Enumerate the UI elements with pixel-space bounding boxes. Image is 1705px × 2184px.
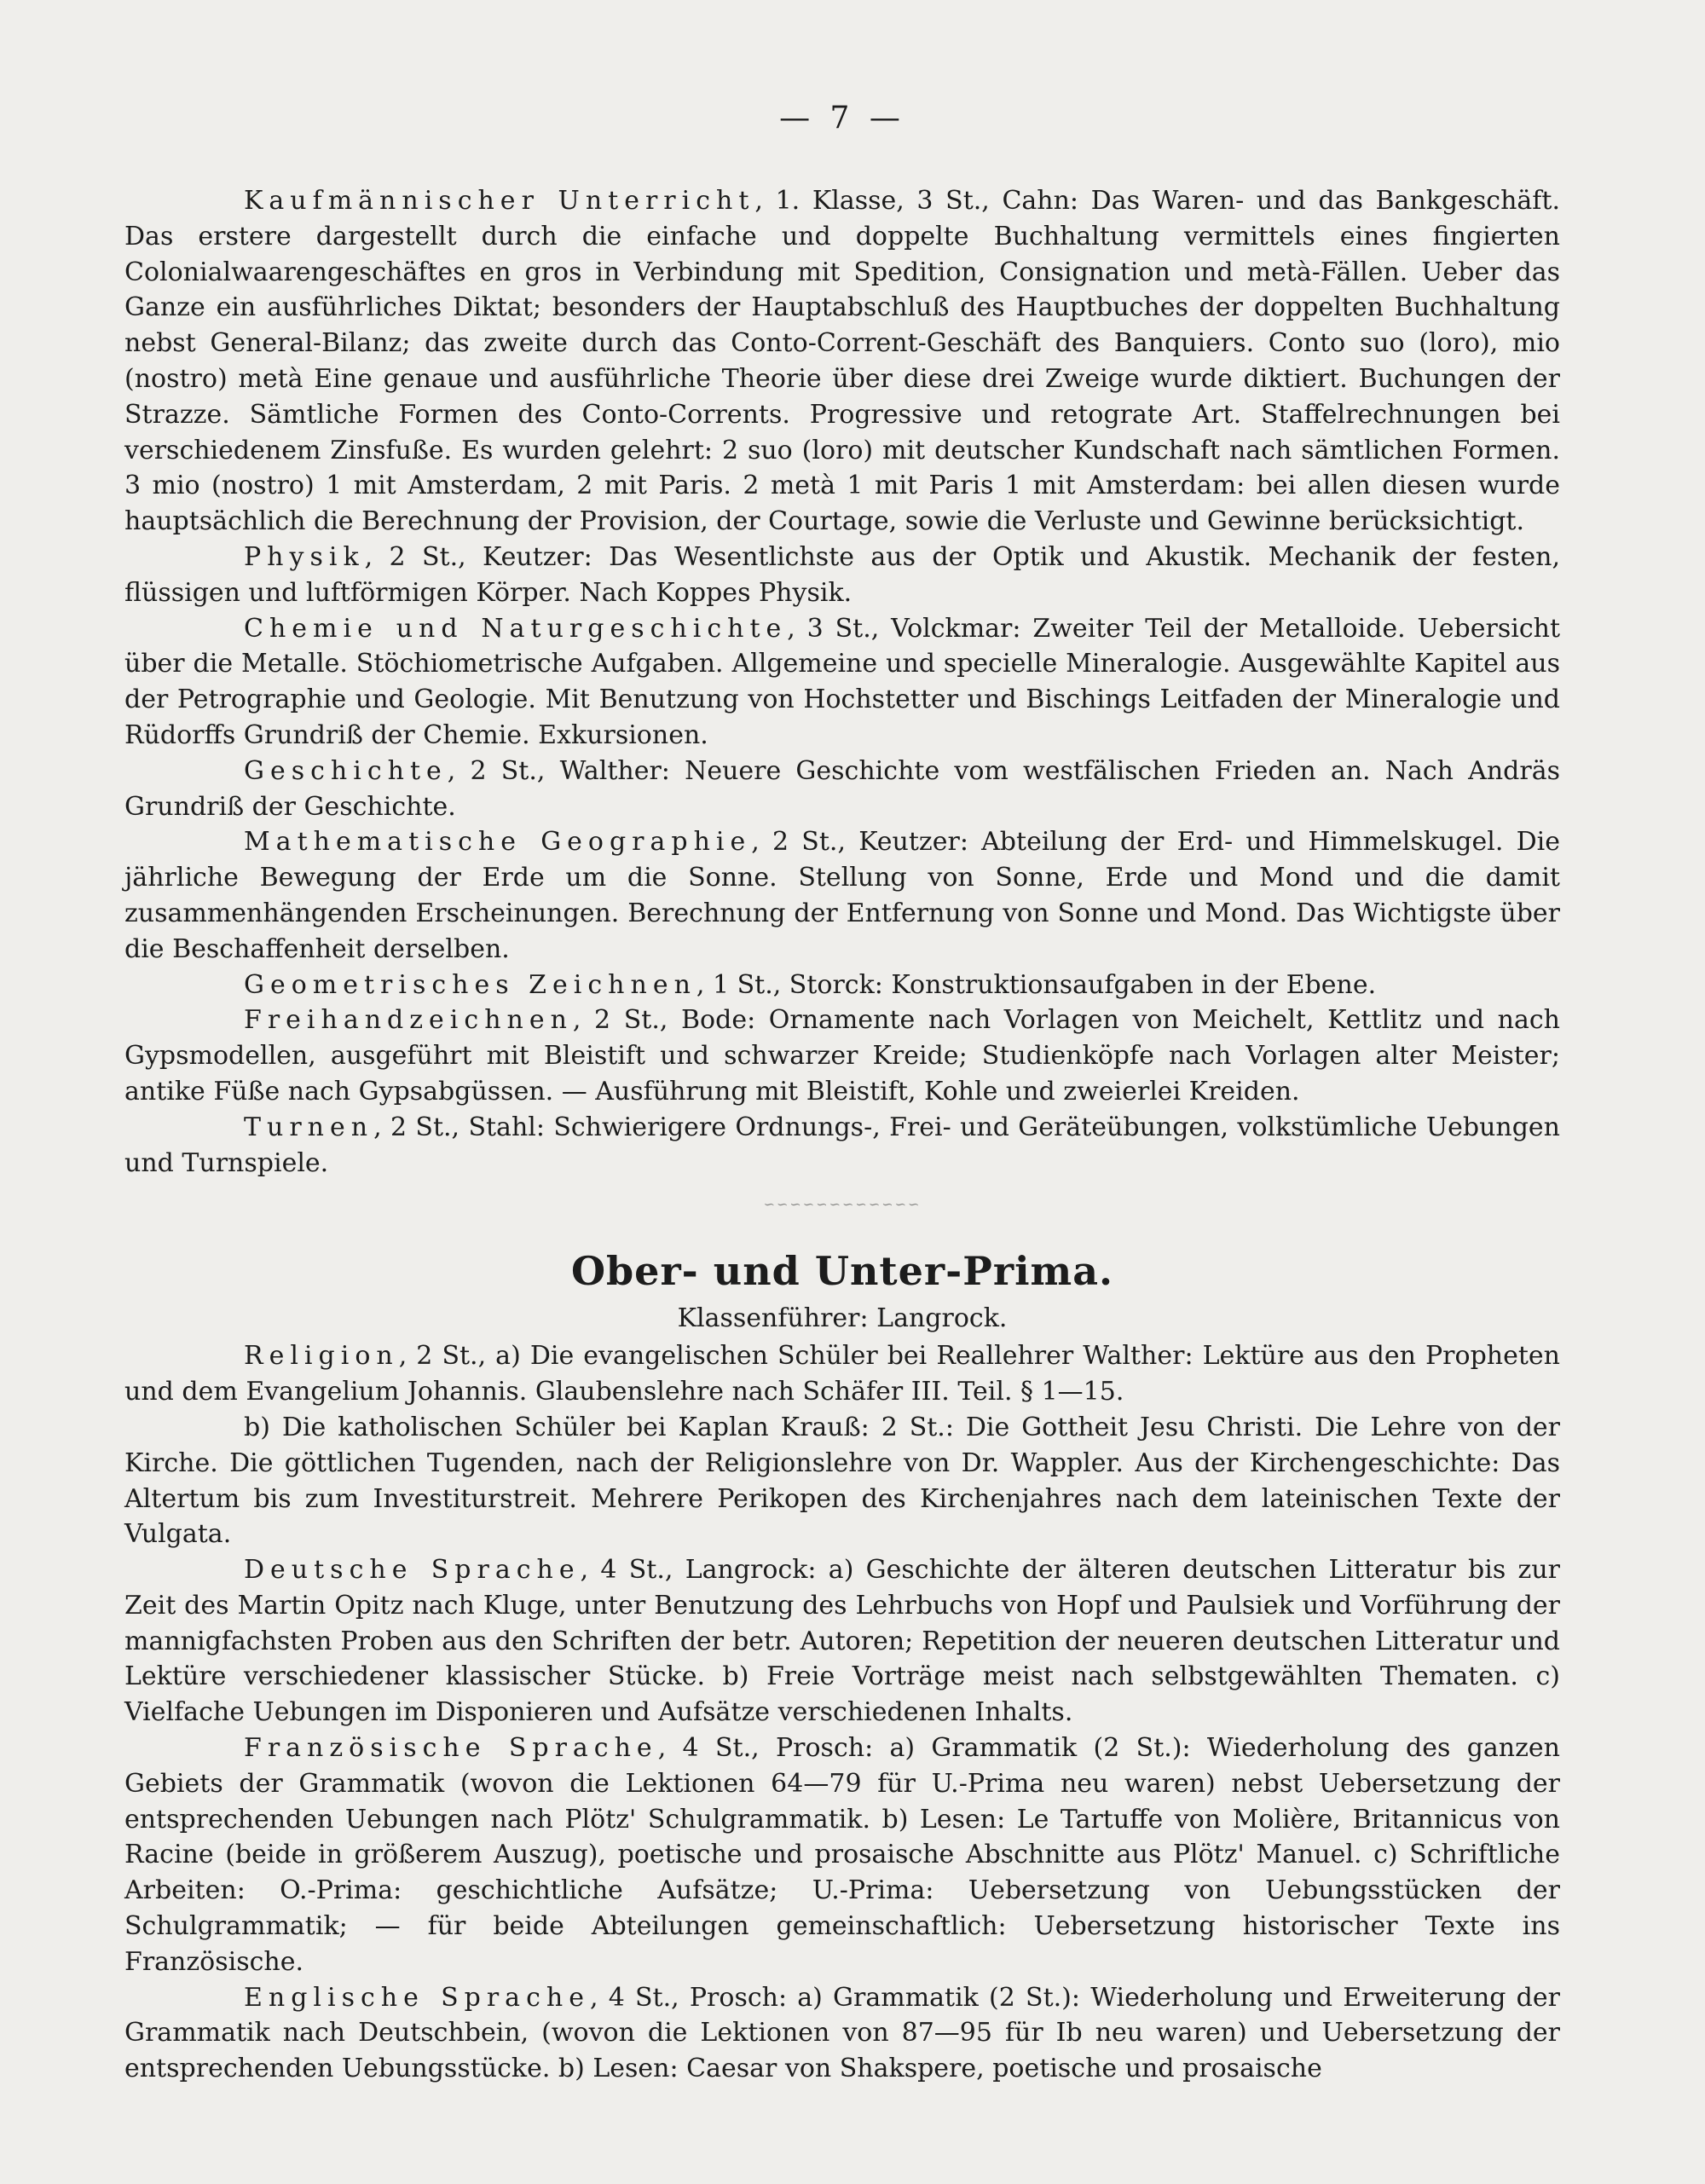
- section-divider: ∽∽∽∽∽∽∽∽∽∽∽∽: [763, 1196, 922, 1213]
- subject-text: , 2 St., Keutzer: Das Wesentlichste aus der Optik und Akustik. Mechanik der festen, flüssigen und luftförmigen Körper. Nach Koppes Physik.: [124, 541, 1560, 608]
- class-leader: Klassenführer: Langrock.: [677, 1303, 1008, 1334]
- subject-paragraph-history: [124, 754, 1560, 825]
- subject-paragraph-gymnastics: [124, 1110, 1560, 1182]
- subject-paragraph-religion: [124, 1338, 1560, 1410]
- subject-text: , 2 St., a) Die evangelischen Schüler bei Reallehrer Walther: Lektüre aus den Propheten und dem Evangelium Johannis. Glaubenslehre nach Schäfer III. Teil. § 1—15.: [124, 1341, 1560, 1407]
- subject-heading: Physik: [244, 541, 365, 572]
- subject-heading: Kaufmännischer Unterricht: [244, 186, 755, 216]
- subject-text: , 4 St., Prosch: a) Grammatik (2 St.): Wiederholung und Erweiterung der Grammatik nach Deutschbein, (wovon die Lektionen von 87—95 für Ib neu waren) und Uebersetzung der entsprechenden Uebungsstücke. b) Lesen: Caesar von Shakspere, poetische und prosaische: [124, 1982, 1560, 2084]
- subject-text: , 4 St., Langrock: a) Geschichte der älteren deutschen Litteratur bis zur Zeit des Martin Opitz nach Kluge, unter Benutzung des Lehrbuchs von Hopf und Paulsiek und Vorführung der mannigfachsten Proben aus den Schriften der betr. Autoren; Repetition der neueren deutschen Litteratur und Lektüre verschiedener klassischer Stücke. b) Freie Vorträge meist nach selbstgewählten Thematen. c) Vielfache Uebungen im Disponieren und Aufsätze verschiedenen Inhalts.: [124, 1555, 1560, 1728]
- subject-paragraph-physics: [124, 540, 1560, 611]
- subject-heading: Mathematische Geographie: [244, 827, 752, 858]
- subject-paragraph-commerce: [124, 183, 1560, 540]
- section-title: Ober- und Unter-Prima.: [570, 1248, 1114, 1295]
- subject-heading: Geschichte: [244, 755, 448, 786]
- subject-text: , 2 St., Bode: Ornamente nach Vorlagen von Meichelt, Kettlitz und nach Gypsmodellen, ausgeführt mit Bleistift und schwarzer Kreide; Studienköpfe nach Vorlagen alter Meister; antike Füße nach Gypsabgüssen. — Ausführung mit Bleistift, Kohle und zweierlei Kreiden.: [124, 1005, 1560, 1106]
- subject-text: , 1 St., Storck: Konstruktionsaufgaben in der Ebene.: [696, 969, 1377, 1000]
- subject-heading: Religion: [244, 1341, 399, 1372]
- subject-heading: Französische Sprache: [244, 1733, 658, 1764]
- page-number: — 7 —: [779, 101, 905, 136]
- subject-heading: Englische Sprache: [244, 1982, 590, 2013]
- section-previous-class: [124, 183, 1560, 1181]
- subject-paragraph-english: [124, 1980, 1560, 2087]
- subject-text: , 3 St., Volckmar: Zweiter Teil der Metalloide. Uebersicht über die Metalle. Stöchiometrische Aufgaben. Allgemeine und specielle Mineralogie. Ausgewählte Kapitel aus der Petrographie und Geologie. Mit Benutzung von Hochstetter und Bischings Leitfaden der Mineralogie und Rüdorffs Grundriß der Chemie. Exkursionen.: [124, 613, 1561, 750]
- subject-heading: Freihandzeichnen: [244, 1005, 573, 1036]
- subject-paragraph-chemistry: [124, 611, 1560, 754]
- subject-text: b) Die katholischen Schüler bei Kaplan Krauß: 2 St.: Die Gottheit Jesu Christi. Die Lehre von der Kirche. Die göttlichen Tugenden, nach der Religionslehre von Dr. Wappler. Aus der Kirchengeschichte: Das Altertum bis zum Investiturstreit. Mehrere Perikopen des Kirchenjahres nach dem lateinischen Texte der Vulgata.: [124, 1412, 1560, 1550]
- subject-paragraph-religion-catholic: [124, 1410, 1560, 1552]
- subject-paragraph-geography: [124, 824, 1560, 967]
- subject-text: , 4 St., Prosch: a) Grammatik (2 St.): Wiederholung des ganzen Gebiets der Grammatik (wovon die Lektionen 64—79 für U.-Prima neu waren) nebst Uebersetzung der entsprechenden Uebungen nach Plötz' Schulgrammatik. b) Lesen: Le Tartuffe von Molière, Britannicus von Racine (beide in größerem Auszug), poetische und prosaische Abschnitte aus Plötz' Manuel. c) Schriftliche Arbeiten: O.-Prima: geschichtliche Aufsätze; U.-Prima: Uebersetzung von Uebungsstücken der Schulgrammatik; — für beide Abteilungen gemeinschaftlich: Uebersetzung historischer Texte ins Französische.: [124, 1733, 1560, 1977]
- subject-text: , 2 St., Stahl: Schwierigere Ordnungs-, Frei- und Geräteübungen, volkstümliche Uebungen und Turnspiele.: [124, 1112, 1560, 1178]
- subject-paragraph-french: [124, 1730, 1560, 1980]
- subject-heading: Deutsche Sprache: [244, 1555, 581, 1586]
- subject-text: , 2 St., Walther: Neuere Geschichte vom westfälischen Frieden an. Nach Andräs Grundriß der Geschichte.: [124, 755, 1560, 822]
- subject-heading: Turnen: [244, 1112, 374, 1142]
- subject-text: , 2 St., Keutzer: Abteilung der Erd- und Himmelskugel. Die jährliche Bewegung der Erde um die Sonne. Stellung von Sonne, Erde und Mond und die damit zusammenhängenden Erscheinungen. Berechnung der Entfernung von Sonne und Mond. Das Wichtigste über die Beschaffenheit derselben.: [124, 827, 1560, 964]
- subject-paragraph-german: [124, 1552, 1560, 1730]
- subject-heading: Geometrisches Zeichnen: [244, 969, 696, 1000]
- subject-text: , 1. Klasse, 3 St., Cahn: Das Waren- und das Bankgeschäft. Das erstere dargestellt durch die einfache und doppelte Buchhaltung vermittels eines fingierten Colonialwaarengeschäftes en gros in Verbindung mit Spedition, Consignation und metà-Fällen. Ueber das Ganze ein ausführliches Diktat; besonders der Hauptabschluß des Hauptbuches der doppelten Buchhaltung nebst General-Bilanz; das zweite durch das Conto-Corrent-Geschäft des Banquiers. Conto suo (loro), mio (nostro) metà Eine genaue und ausführliche Theorie über diese drei Zweige wurde diktiert. Buchungen der Strazze. Sämtliche Formen des Conto-Corrents. Progressive und retograte Art. Staffelrechnungen bei verschiedenem Zinsfuße. Es wurden gelehrt: 2 suo (loro) mit deutscher Kundschaft nach sämtlichen Formen. 3 mio (nostro) 1 mit Amsterdam, 2 mit Paris. 2 metà 1 mit Paris 1 mit Amsterdam: bei allen diesen wurde hauptsächlich die Berechnung der Provision, der Courtage, sowie die Verluste und Gewinne berücksichtigt.: [124, 186, 1561, 537]
- subject-paragraph-freehand-drawing: [124, 1002, 1560, 1109]
- subject-heading: Chemie und Naturgeschichte: [244, 613, 788, 644]
- section-prima: [124, 1248, 1560, 2087]
- subject-paragraph-geometric-drawing: [124, 968, 1560, 1003]
